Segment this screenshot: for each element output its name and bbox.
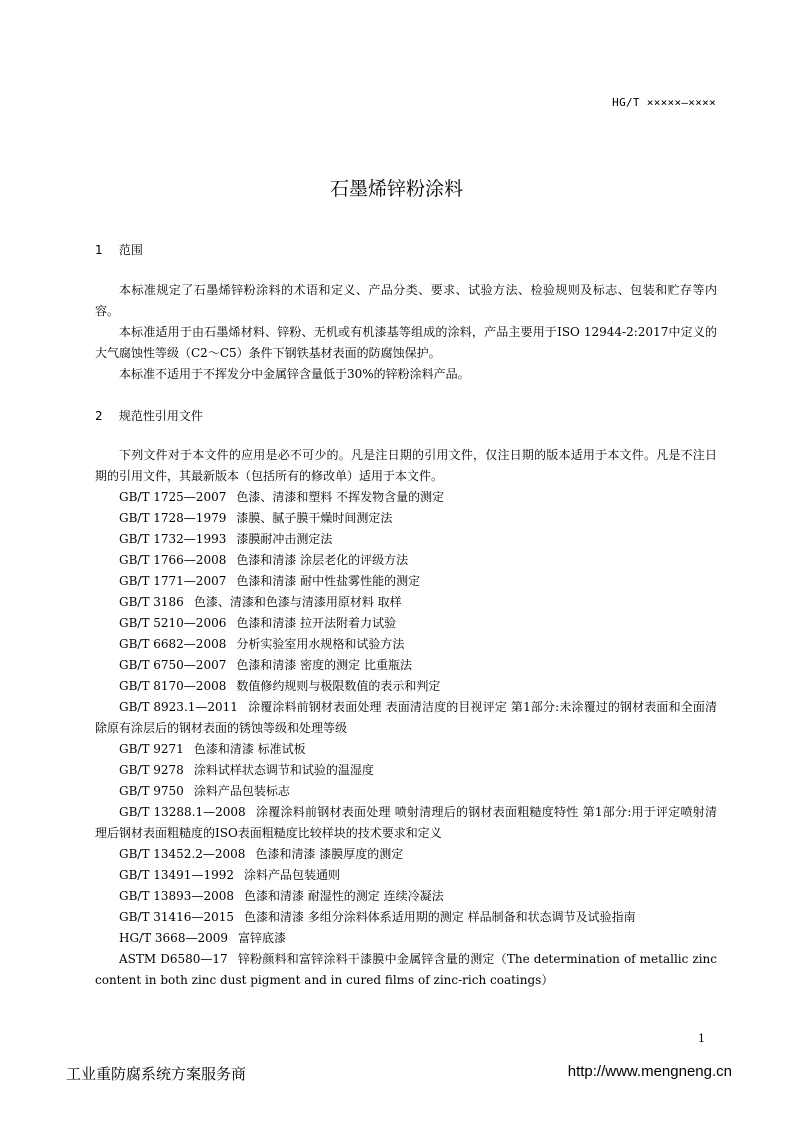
reference-item <box>95 550 717 571</box>
reference-title: 富锌底漆 <box>238 931 287 945</box>
reference-item <box>95 928 717 949</box>
reference-code: GB/T 1766—2008 <box>119 553 227 567</box>
reference-code: GB/T 1725—2007 <box>119 490 227 504</box>
reference-item <box>95 949 717 991</box>
reference-code: GB/T 3186 <box>119 595 184 609</box>
reference-code: GB/T 13893—2008 <box>119 889 234 903</box>
reference-title: 涂料产品包装通则 <box>243 868 340 882</box>
reference-code: GB/T 31416—2015 <box>119 910 234 924</box>
reference-code: GB/T 9271 <box>119 742 184 756</box>
footer-website-link[interactable]: http://www.mengneng.cn <box>567 1063 732 1080</box>
reference-title: 涂覆涂料前钢材表面处理 喷射清理后的钢材表面粗糙度特性 第1部分:用于评定喷射清理后钢材表面粗糙度的ISO表面粗糙度比较样块的技术要求和定义 <box>95 805 717 840</box>
reference-title: 漆膜、腻子膜干燥时间测定法 <box>236 511 393 525</box>
reference-title: 色漆和清漆 密度的测定 比重瓶法 <box>236 658 412 672</box>
reference-list <box>95 487 717 991</box>
section-1-paragraph: 本标准不适用于不挥发分中金属锌含量低于30%的锌粉涂料产品。 <box>119 367 470 381</box>
reference-title: 涂料产品包装标志 <box>193 784 290 798</box>
page-number: 1 <box>698 1032 705 1045</box>
section-2-heading <box>95 407 203 424</box>
reference-item <box>95 571 717 592</box>
reference-code: GB/T 9750 <box>119 784 184 798</box>
reference-title: 涂料试样状态调节和试验的温湿度 <box>193 763 374 777</box>
reference-title: 色漆、清漆和塑料 不挥发物含量的测定 <box>236 490 445 504</box>
reference-title: 色漆和清漆 涂层老化的评级方法 <box>236 553 409 567</box>
section-1-paragraph: 本标准规定了石墨烯锌粉涂料的术语和定义、产品分类、要求、试验方法、检验规则及标志、包装和贮存等内容。 <box>95 283 717 318</box>
section-1-heading <box>95 241 143 258</box>
reference-code: GB/T 13288.1—2008 <box>119 805 246 819</box>
reference-code: GB/T 6682—2008 <box>119 637 227 651</box>
reference-code: GB/T 13452.2—2008 <box>119 847 246 861</box>
reference-item <box>95 886 717 907</box>
reference-code: GB/T 13491—1992 <box>119 868 234 882</box>
reference-item <box>95 739 717 760</box>
footer-company-slogan: 工业重防腐系统方案服务商 <box>66 1065 247 1083</box>
reference-item <box>95 508 717 529</box>
reference-item <box>95 802 717 844</box>
document-title: 石墨烯锌粉涂料 <box>329 178 463 200</box>
section-1-paragraph: 本标准适用于由石墨烯材料、锌粉、无机或有机漆基等组成的涂料，产品主要用于ISO 12944-2:2017中定义的大气腐蚀性等级（C2～C5）条件下钢铁基材表面的防腐蚀保护。 <box>95 325 717 360</box>
reference-code: GB/T 8923.1—2011 <box>119 700 238 714</box>
section-2-number: 2 <box>95 409 103 423</box>
reference-code: GB/T 9278 <box>119 763 184 777</box>
section-2-intro: 下列文件对于本文件的应用是必不可少的。凡是注日期的引用文件，仅注日期的版本适用于本文件。凡是不注日期的引用文件，其最新版本（包括所有的修改单）适用于本文件。 <box>95 448 717 483</box>
reference-item <box>95 781 717 802</box>
reference-code: ASTM D6580—17 <box>119 952 228 966</box>
section-2-title: 规范性引用文件 <box>118 409 203 423</box>
reference-item <box>95 697 717 739</box>
reference-title: 涂覆涂料前钢材表面处理 表面清洁度的目视评定 第1部分:未涂覆过的钢材表面和全面清除原有涂层后的钢材表面的锈蚀等级和处理等级 <box>95 700 717 735</box>
reference-title: 漆膜耐冲击测定法 <box>236 532 333 546</box>
reference-code: GB/T 8170—2008 <box>119 679 227 693</box>
reference-item <box>95 487 717 508</box>
reference-title: 色漆和清漆 多组分涂料体系适用期的测定 样品制备和状态调节及试验指南 <box>243 910 636 924</box>
reference-item <box>95 844 717 865</box>
reference-title: 分析实验室用水规格和试验方法 <box>236 637 405 651</box>
reference-item <box>95 529 717 550</box>
reference-item <box>95 592 717 613</box>
reference-item <box>95 655 717 676</box>
reference-title: 色漆、清漆和色漆与清漆用原材料 取样 <box>193 595 402 609</box>
reference-title: 色漆和清漆 漆膜厚度的测定 <box>255 847 404 861</box>
reference-code: GB/T 1732—1993 <box>119 532 227 546</box>
reference-code: HG/T 3668—2009 <box>119 931 228 945</box>
reference-title: 色漆和清漆 标准试板 <box>193 742 306 756</box>
reference-item <box>95 760 717 781</box>
section-1-title: 范围 <box>118 243 143 257</box>
reference-title: 色漆和清漆 耐中性盐雾性能的测定 <box>236 574 421 588</box>
reference-item <box>95 676 717 697</box>
standard-code: HG/T ×××××—×××× <box>612 96 716 109</box>
reference-item <box>95 865 717 886</box>
reference-title: 数值修约规则与极限数值的表示和判定 <box>236 679 441 693</box>
reference-item <box>95 907 717 928</box>
reference-code: GB/T 1728—1979 <box>119 511 227 525</box>
reference-code: GB/T 6750—2007 <box>119 658 227 672</box>
section-1-number: 1 <box>95 243 103 257</box>
reference-title: 色漆和清漆 拉开法附着力试验 <box>236 616 397 630</box>
reference-item <box>95 613 717 634</box>
reference-title: 色漆和清漆 耐湿性的测定 连续冷凝法 <box>243 889 444 903</box>
reference-title: 锌粉颜料和富锌涂料干漆膜中金属锌含量的测定（The determination of metallic zinc content in both zinc dust pigment and in cured films of zinc-rich coatings） <box>95 952 718 987</box>
reference-code: GB/T 5210—2006 <box>119 616 227 630</box>
reference-item <box>95 634 717 655</box>
reference-code: GB/T 1771—2007 <box>119 574 227 588</box>
